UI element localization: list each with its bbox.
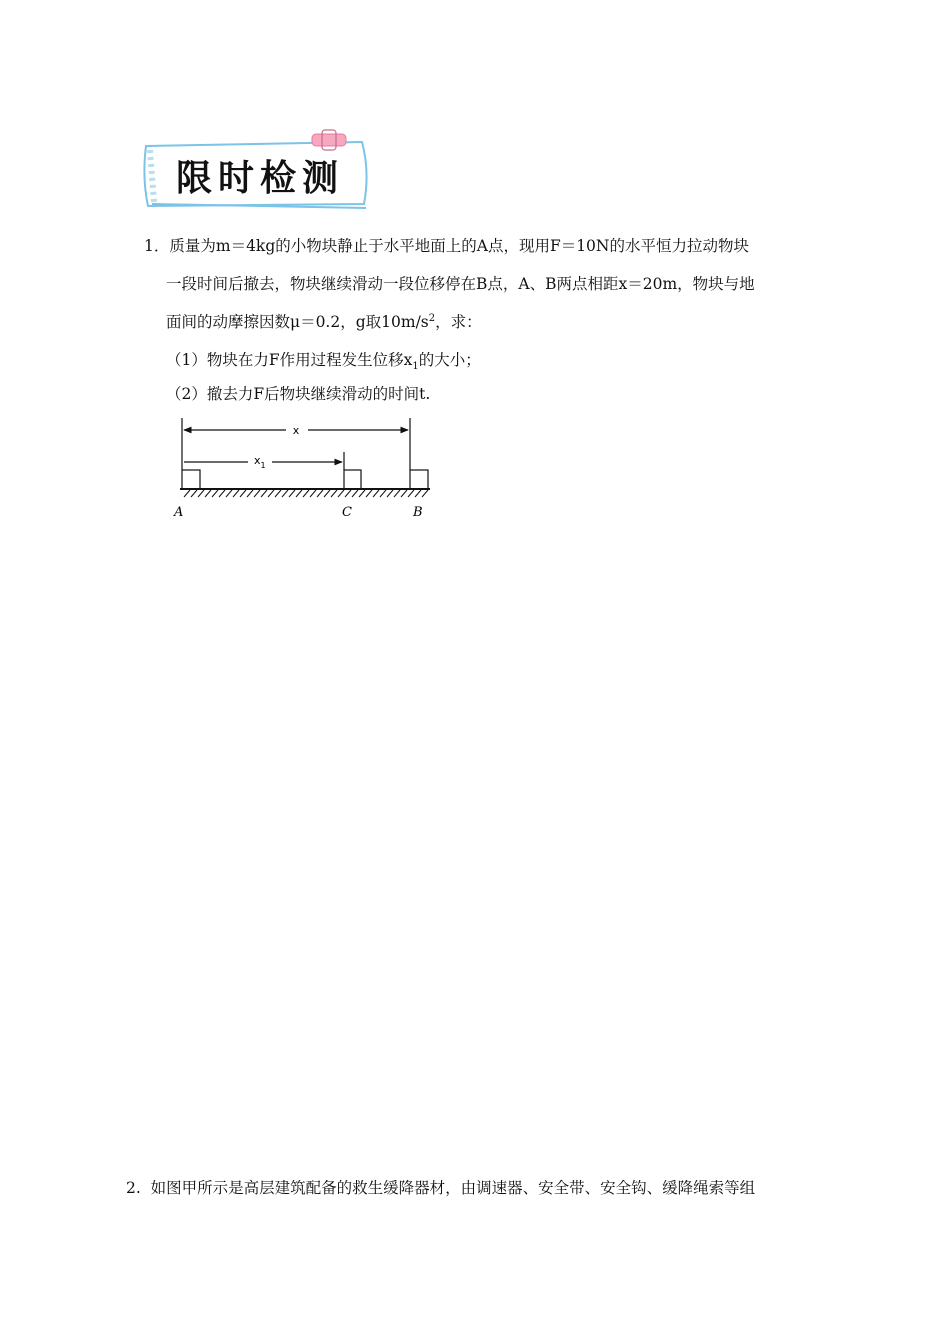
section-title: 限时检测 (176, 158, 345, 199)
point-c-label: C (342, 505, 352, 520)
question-1-line-2: 一段时间后撤去，物块继续滑动一段位移停在B点，A、B两点相距x＝20m，物块与地 (166, 275, 755, 293)
question-1-sub-1: （1）物块在力F作用过程发生位移$x_1$的大小； (166, 351, 481, 373)
x-label: x (292, 424, 300, 437)
x1-label: $x_1$ (254, 454, 266, 470)
block-at-c (344, 470, 361, 489)
block-at-b (410, 470, 428, 489)
question-1-line-3: 面间的动摩擦因数μ＝0.2，g取$10m/s^2$，求： (166, 312, 482, 331)
question-2-line-1: 2. 如图甲所示是高层建筑配备的救生缓降器材，由调速器、安全带、安全钩、缓降绳索等组 (126, 1179, 756, 1197)
block-at-a (182, 470, 200, 489)
point-b-label: B (413, 505, 423, 520)
question-1-number: 1． (144, 237, 170, 255)
ground-hatching (184, 490, 428, 497)
question-1-line-1: 1．质量为m＝4kg的小物块静止于水平地面上的A点，现用F＝10N的水平恒力拉动物块 (144, 237, 749, 255)
point-a-label: A (174, 505, 184, 520)
question-2-number: 2. (126, 1179, 141, 1197)
question-1-sub-2: （2）撤去力F后物块继续滑动的时间t. (166, 385, 431, 403)
motion-diagram (168, 412, 448, 524)
